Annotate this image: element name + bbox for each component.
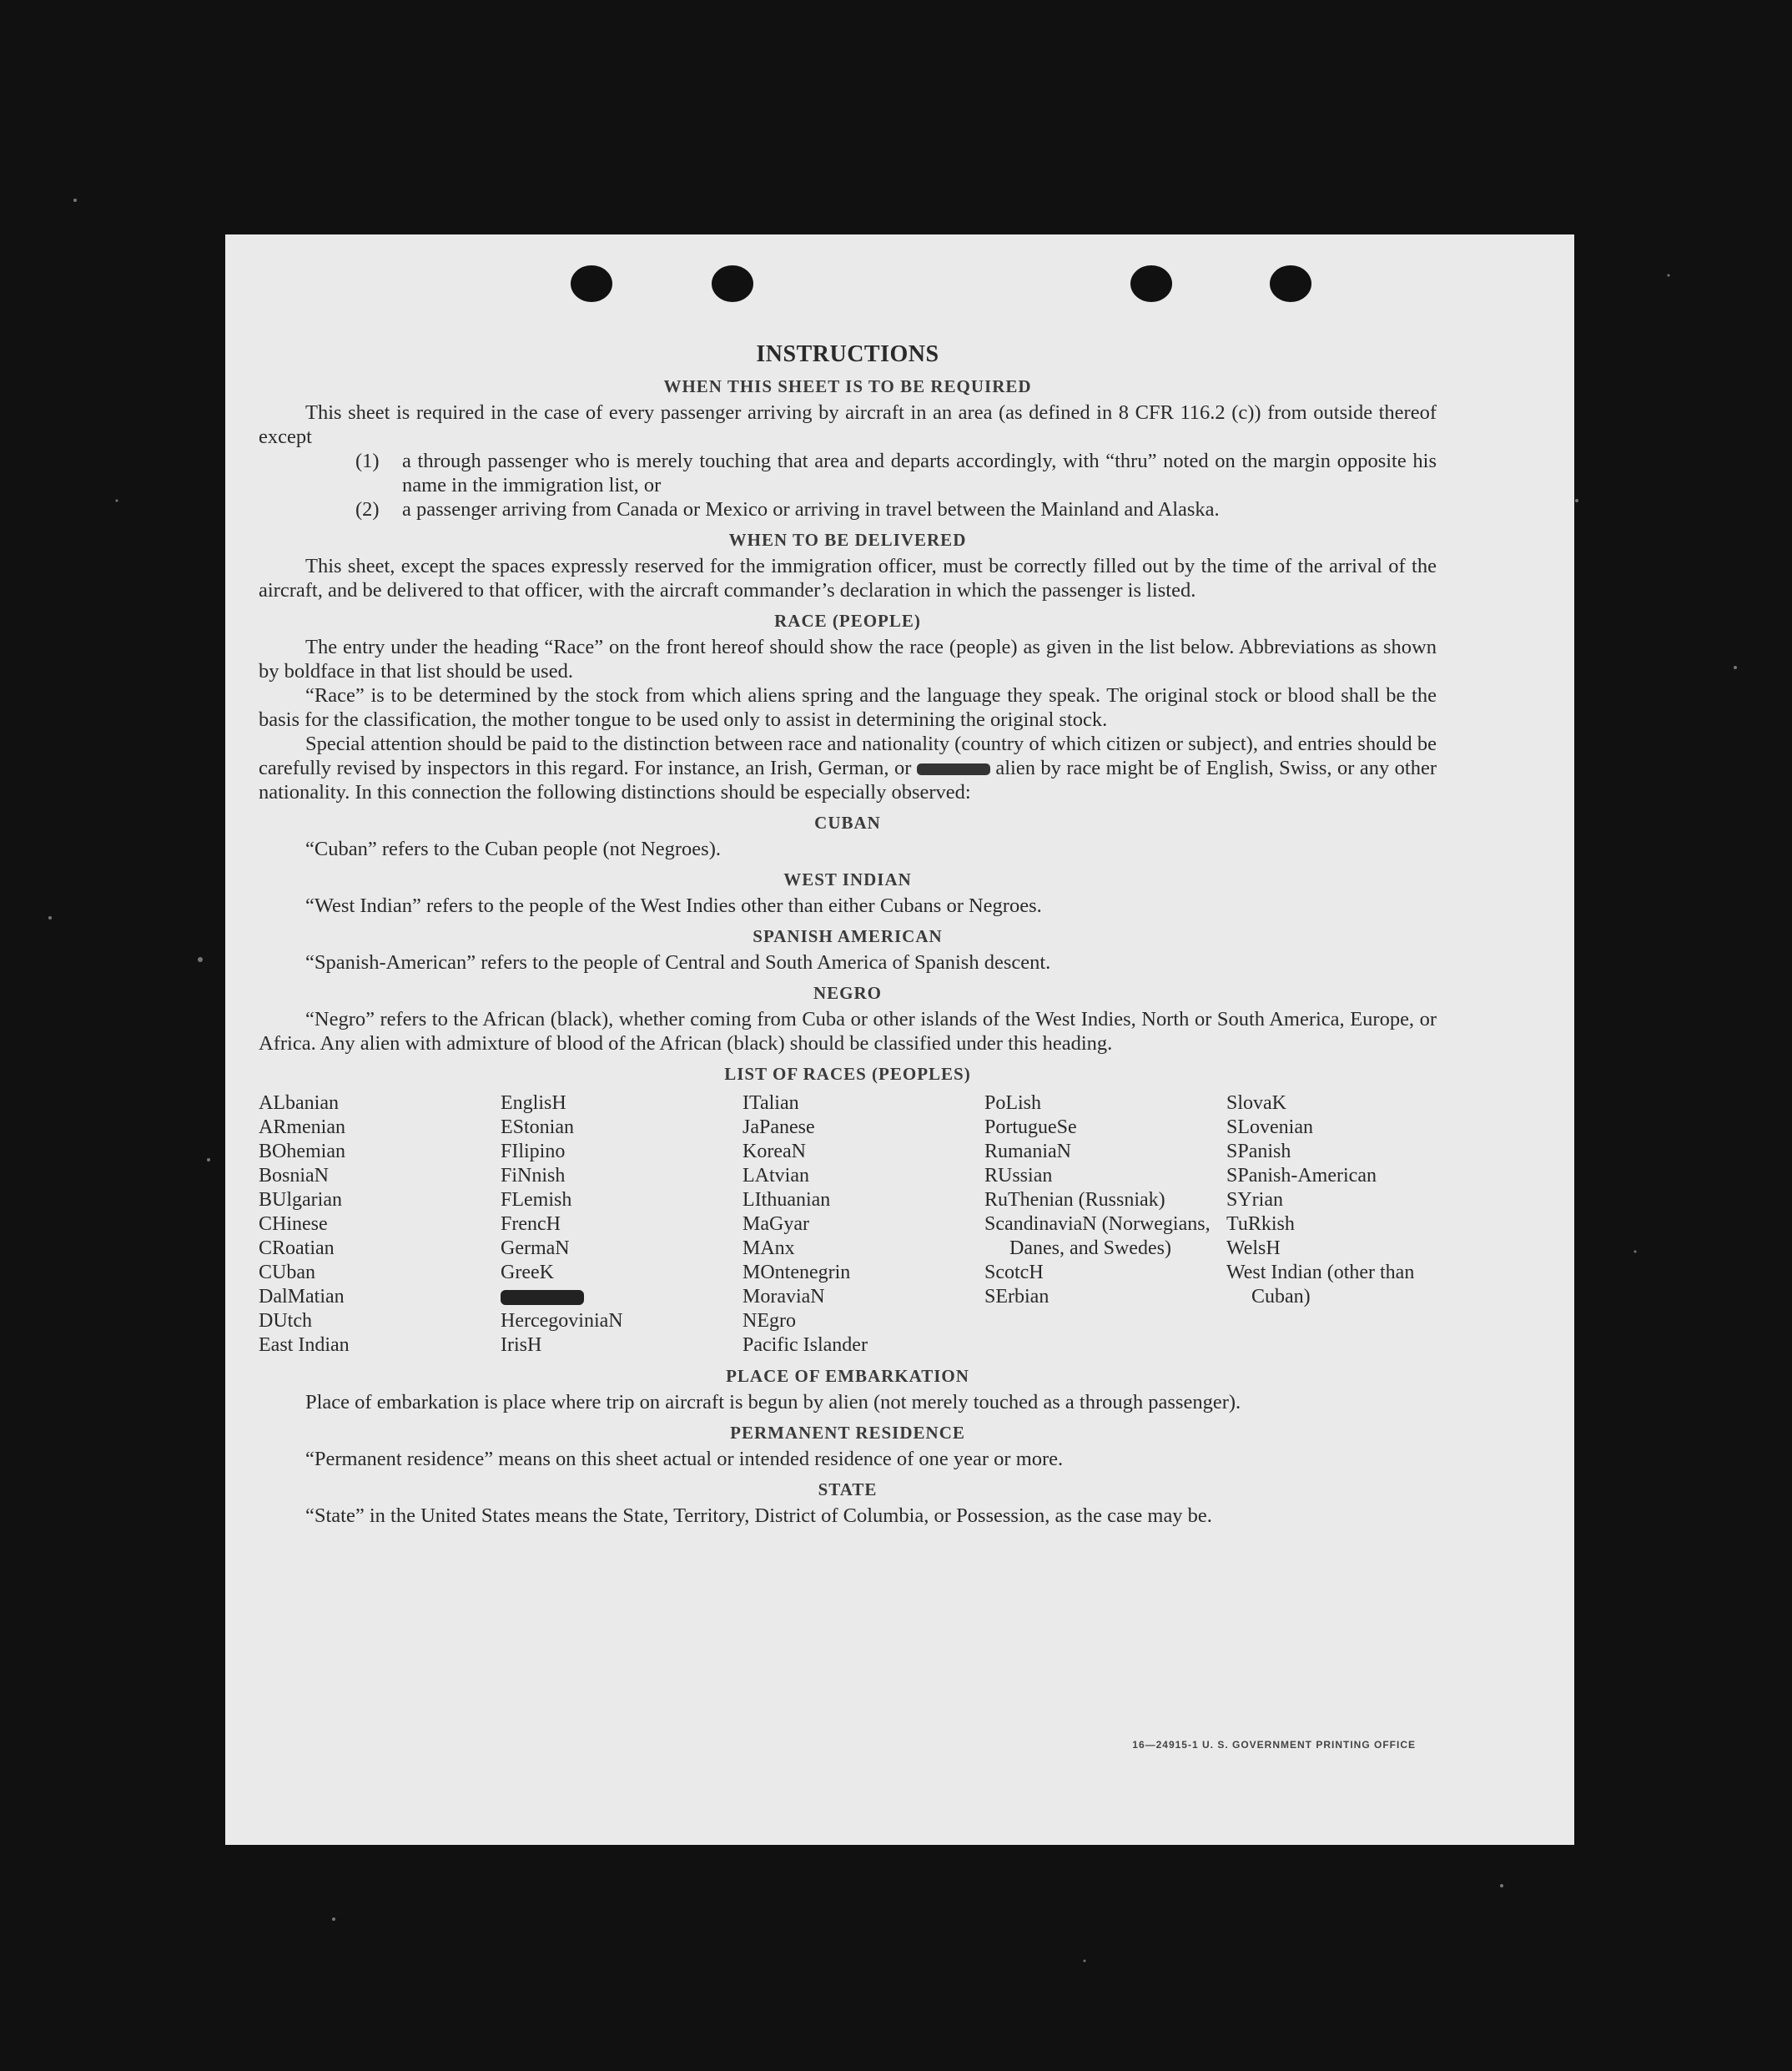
item-number: (1)	[355, 450, 380, 472]
race-item: ScandinaviaN (Norwegians, Danes, and Swedes)	[984, 1213, 1211, 1259]
race-item: West Indian (other than Cuban)	[1226, 1262, 1415, 1308]
race-item: JaPanese	[742, 1116, 815, 1138]
punch-hole	[712, 265, 753, 302]
section-heading: RACE (PEOPLE)	[774, 611, 921, 631]
race-column	[501, 1091, 742, 1358]
race-item: HercegoviniaN	[501, 1310, 623, 1332]
race-item: ALbanian	[259, 1092, 339, 1114]
section-heading: CUBAN	[814, 813, 881, 833]
race-item: GermaN	[501, 1237, 570, 1259]
race-item: DalMatian	[259, 1286, 345, 1308]
instruction-sheet	[225, 234, 1574, 1845]
paragraph: “Cuban” refers to the Cuban people (not Negroes).	[305, 838, 721, 860]
paragraph: “State” in the United States means the State, Territory, District of Columbia, or Possession, as the case may be.	[305, 1504, 1212, 1527]
race-item: BosniaN	[259, 1165, 329, 1187]
race-item: FiNnish	[501, 1165, 566, 1187]
paragraph: “Race” is to be determined by the stock from which aliens spring and the language they speak. The original stock or blood shall be the basis for the classification, the mother tongue to be used only to assist in determining the original stock.	[259, 684, 1437, 731]
paragraph: Place of embarkation is place where trip on aircraft is begun by alien (not merely touched as a through passenger).	[305, 1391, 1241, 1413]
race-item: EStonian	[501, 1116, 574, 1138]
punch-hole	[1270, 265, 1311, 302]
paragraph-part: Special attention should be paid to the distinction between race and nationality (country of which citizen or subject), and entries should be carefully revised by inspectors in this regard. For instance, an Irish, German, or	[259, 733, 1437, 779]
race-item: Pacific Islander	[742, 1334, 868, 1356]
race-item: BUlgarian	[259, 1189, 342, 1211]
paragraph: “Negro” refers to the African (black), whether coming from Cuba or other islands of the West Indies, North or South America, Europe, or Africa. Any alien with admixture of blood of the African (black) should be classified under this heading.	[259, 1008, 1437, 1055]
race-item: GreeK	[501, 1262, 554, 1283]
punch-hole	[571, 265, 612, 302]
section-heading: NEGRO	[813, 983, 882, 1003]
race-item: CUban	[259, 1262, 315, 1283]
race-item: LAtvian	[742, 1165, 809, 1187]
printer-imprint: 16—24915-1 U. S. GOVERNMENT PRINTING OFFICE	[1132, 1739, 1416, 1751]
section-heading: STATE	[818, 1479, 878, 1499]
redaction-mark	[501, 1290, 584, 1305]
race-item: LIthuanian	[742, 1189, 831, 1211]
race-item: PortugueSe	[984, 1116, 1077, 1138]
race-item: SYrian	[1226, 1189, 1283, 1211]
section-heading: PERMANENT RESIDENCE	[730, 1423, 965, 1443]
race-item: RumaniaN	[984, 1141, 1071, 1162]
race-item: MaGyar	[742, 1213, 809, 1235]
race-item: SPanish-American	[1226, 1165, 1377, 1187]
race-item: KoreaN	[742, 1141, 806, 1162]
race-item: ScotcH	[984, 1262, 1044, 1283]
race-item: NEgro	[742, 1310, 796, 1332]
paragraph: The entry under the heading “Race” on the front hereof should show the race (people) as given in the list below. Abbreviations as shown by boldface in that list should be used.	[259, 636, 1437, 683]
race-item: CRoatian	[259, 1237, 335, 1259]
paragraph: This sheet is required in the case of every passenger arriving by aircraft in an area (as defined in 8 CFR 116.2 (c)) from outside thereof except	[259, 401, 1437, 448]
race-item: MoraviaN	[742, 1286, 825, 1308]
paragraph-part: alien by race might be of English, Swiss, or any other nationality. In this connection the following distinctions should be especially observed:	[259, 757, 1437, 804]
race-item: ARmenian	[259, 1116, 345, 1138]
race-item: DUtch	[259, 1310, 312, 1332]
race-item: SErbian	[984, 1286, 1050, 1308]
section-heading: WHEN TO BE DELIVERED	[728, 530, 967, 550]
paragraph: “Permanent residence” means on this sheet actual or intended residence of one year or more.	[305, 1448, 1064, 1470]
item-text: a through passenger who is merely touching that area and departs accordingly, with “thru” noted on the margin opposite his name in the immigration list, or	[402, 450, 1437, 496]
race-list	[259, 1091, 1437, 1358]
race-item: WelsH	[1226, 1237, 1281, 1259]
page-title: INSTRUCTIONS	[756, 341, 939, 367]
race-item: CHinese	[259, 1213, 328, 1235]
race-column	[742, 1091, 984, 1358]
race-item: EnglisH	[501, 1092, 566, 1114]
section-heading: LIST OF RACES (PEOPLES)	[724, 1064, 971, 1084]
race-item: FrencH	[501, 1213, 561, 1235]
section-heading: PLACE OF EMBARKATION	[726, 1366, 969, 1386]
race-item: East Indian	[259, 1334, 350, 1356]
race-item-redacted	[501, 1285, 742, 1309]
race-item: BOhemian	[259, 1141, 345, 1162]
race-item: SlovaK	[1226, 1092, 1286, 1114]
race-column	[984, 1091, 1226, 1358]
race-item: RuThenian (Russniak)	[984, 1189, 1165, 1211]
item-number: (2)	[355, 498, 380, 521]
section-heading: WEST INDIAN	[783, 869, 912, 889]
punch-hole	[1130, 265, 1172, 302]
section-heading: WHEN THIS SHEET IS TO BE REQUIRED	[663, 376, 1032, 396]
section-heading: SPANISH AMERICAN	[753, 926, 943, 946]
redaction-mark	[917, 763, 990, 775]
race-item: FIlipino	[501, 1141, 566, 1162]
race-item: FLemish	[501, 1189, 572, 1211]
paragraph: This sheet, except the spaces expressly reserved for the immigration officer, must be correctly filled out by the time of the arrival of the aircraft, and be delivered to that officer, with the aircraft commander’s declaration in which the passenger is listed.	[259, 555, 1437, 602]
race-item: TuRkish	[1226, 1213, 1295, 1235]
race-item: PoLish	[984, 1092, 1042, 1114]
race-column	[259, 1091, 501, 1358]
race-item: SPanish	[1226, 1141, 1291, 1162]
race-item: SLovenian	[1226, 1116, 1313, 1138]
race-item: ITalian	[742, 1092, 799, 1114]
paragraph	[259, 732, 1437, 804]
paragraph: “Spanish-American” refers to the people of Central and South America of Spanish descent.	[305, 951, 1051, 974]
list-item	[355, 497, 1437, 522]
race-item: RUssian	[984, 1165, 1053, 1187]
race-item: MAnx	[742, 1237, 795, 1259]
race-item: MOntenegrin	[742, 1262, 851, 1283]
race-column	[1226, 1091, 1443, 1358]
paragraph: “West Indian” refers to the people of the West Indies other than either Cubans or Negroes.	[305, 894, 1042, 917]
race-item: IrisH	[501, 1334, 542, 1356]
item-text: a passenger arriving from Canada or Mexico or arriving in travel between the Mainland and Alaska.	[402, 498, 1220, 521]
list-item	[355, 449, 1437, 497]
